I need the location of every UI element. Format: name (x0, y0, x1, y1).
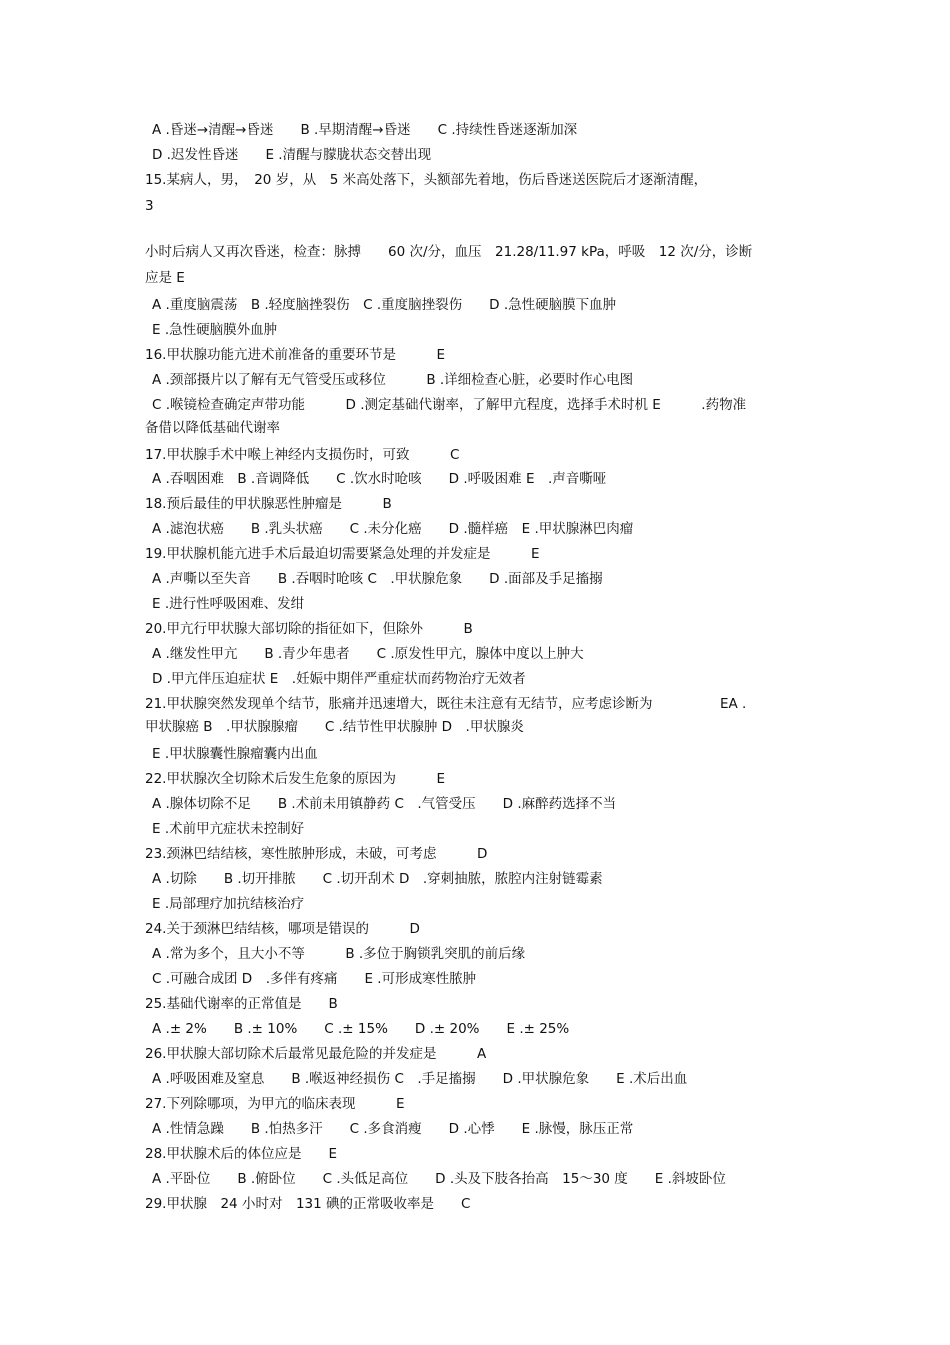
question-line: 21.甲状腺突然发现单个结节，胀痛并迅速增大，既往未注意有无结节，应考虑诊断为 EA . (145, 696, 747, 712)
question-line: 22.甲状腺次全切除术后发生危象的原因为 E (145, 771, 445, 787)
option-line: A .继发性甲亢 B .青少年患者 C .原发性甲亢，腺体中度以上肿大 (152, 646, 584, 662)
question-line: 23.颈淋巴结结核，寒性脓肿形成，未破，可考虑 D (145, 846, 488, 862)
option-line: D .迟发性昏迷 E .清醒与朦胧状态交替出现 (152, 147, 432, 163)
option-line: A .± 2% B .± 10% C .± 15% D .± 20% E .± 25% (152, 1021, 570, 1037)
option-line: A .切除 B .切开排脓 C .切开刮术 D .穿刺抽脓，脓腔内注射链霉素 (152, 871, 603, 887)
question-line: 27.下列除哪项，为甲亢的临床表现 E (145, 1096, 405, 1112)
option-line: E .术前甲亢症状未控制好 (152, 821, 305, 837)
option-line: A .吞咽困难 B .音调降低 C .饮水时呛咳 D .呼吸困难 E .声音嘶哑 (152, 471, 607, 487)
option-line: E .急性硬脑膜外血肿 (152, 322, 278, 338)
question-line: 19.甲状腺机能亢进手术后最迫切需要紧急处理的并发症是 E (145, 546, 540, 562)
question-line: 28.甲状腺术后的体位应是 E (145, 1146, 337, 1162)
option-line: A .腺体切除不足 B .术前未用镇静药 C .气管受压 D .麻醉药选择不当 (152, 796, 617, 812)
question-line: 16.甲状腺功能亢进术前准备的重要环节是 E (145, 347, 445, 363)
text-line: 小时后病人又再次昏迷，检查：脉搏 60 次/分，血压 21.28/11.97 kPa，呼吸 12 次/分，诊断 (145, 244, 753, 260)
option-line: E .局部理疗加抗结核治疗 (152, 896, 305, 912)
option-line: A .性情急躁 B .怕热多汗 C .多食消瘦 D .心悸 E .脉慢，脉压正常 (152, 1121, 634, 1137)
option-line: C .喉镜检查确定声带功能 D .测定基础代谢率，了解甲亢程度，选择手术时机 E .药物准 (152, 397, 747, 413)
question-line: 20.甲亢行甲状腺大部切除的指征如下，但除外 B (145, 621, 473, 637)
option-line: E .进行性呼吸困难、发绀 (152, 596, 305, 612)
question-line: 26.甲状腺大部切除术后最常见最危险的并发症是 A (145, 1046, 487, 1062)
option-line: A .重度脑震荡 B .轻度脑挫裂伤 C .重度脑挫裂伤 D .急性硬脑膜下血肿 (152, 297, 617, 313)
question-line: 18.预后最佳的甲状腺恶性肿瘤是 B (145, 496, 392, 512)
option-line: A .昏迷→清醒→昏迷 B .早期清醒→昏迷 C .持续性昏迷逐渐加深 (152, 122, 578, 138)
option-line: A .平卧位 B .俯卧位 C .头低足高位 D .头及下肢各抬高 15～30 度 E .斜坡卧位 (152, 1171, 726, 1187)
option-line: 甲状腺癌 B .甲状腺腺瘤 C .结节性甲状腺肿 D .甲状腺炎 (145, 719, 524, 735)
question-line: 29.甲状腺 24 小时对 131 碘的正常吸收率是 C (145, 1196, 471, 1212)
option-line: E .甲状腺囊性腺瘤囊内出血 (152, 746, 318, 762)
option-line: D .甲亢伴压迫症状 E .妊娠中期伴严重症状而药物治疗无效者 (152, 671, 526, 687)
option-line: A .常为多个，且大小不等 B .多位于胸锁乳突肌的前后缘 (152, 946, 526, 962)
text-line: 3 (145, 198, 154, 214)
option-line: A .滤泡状癌 B .乳头状癌 C .未分化癌 D .髓样癌 E .甲状腺淋巴肉瘤 (152, 521, 634, 537)
question-line: 25.基础代谢率的正常值是 B (145, 996, 338, 1012)
question-line: 24.关于颈淋巴结结核，哪项是错误的 D (145, 921, 420, 937)
question-line: 17.甲状腺手术中喉上神经内支损伤时，可致 C (145, 447, 460, 463)
question-line: 15.某病人，男， 20 岁，从 5 米高处落下，头额部先着地，伤后昏迷送医院后才逐渐清醒， (145, 172, 708, 188)
option-line: A .呼吸困难及窒息 B .喉返神经损伤 C .手足搐搦 D .甲状腺危象 E .术后出血 (152, 1071, 688, 1087)
option-line: 备借以降低基础代谢率 (145, 420, 280, 436)
option-line: A .声嘶以至失音 B .吞咽时呛咳 C .甲状腺危象 D .面部及手足搐搦 (152, 571, 603, 587)
answer-line: 应是 E (145, 270, 185, 286)
option-line: C .可融合成团 D .多伴有疼痛 E .可形成寒性脓肿 (152, 971, 477, 987)
option-line: A .颈部摄片以了解有无气管受压或移位 B .详细检查心脏，必要时作心电图 (152, 372, 634, 388)
